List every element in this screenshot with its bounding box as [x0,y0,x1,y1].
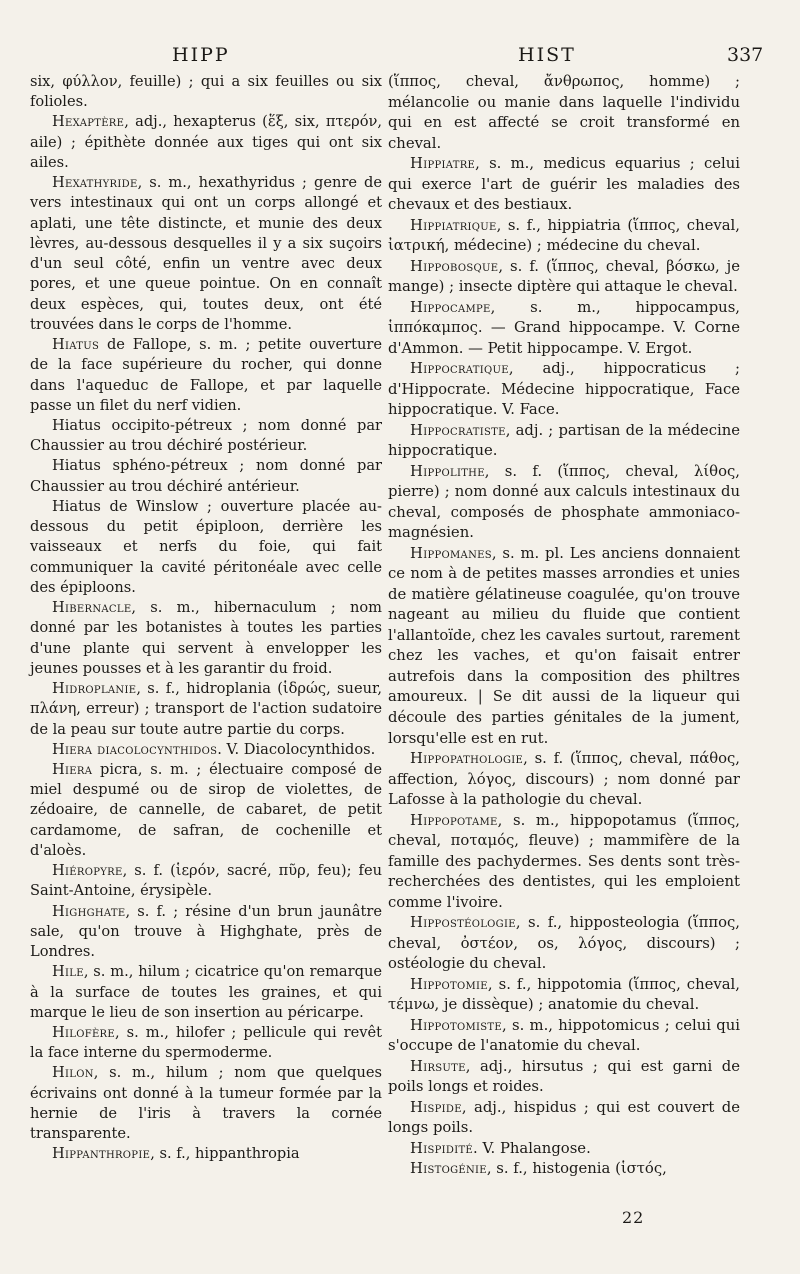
entry-headword: Hippotomie [410,975,488,993]
entry-text: , s. f., hippotomia (ἵππος, cheval, τέμνω, je dissèque) ; anatomie du cheval. [388,975,740,1014]
entry-headword: Hile [52,963,84,981]
entry-headword: Hippiatre [410,155,476,173]
dictionary-entry [30,112,382,173]
dictionary-entry [388,72,740,154]
dictionary-entry [30,740,382,760]
entry-headword: Hippopathologie [410,750,524,768]
dictionary-entry [388,462,740,544]
dictionary-entry [388,154,740,216]
dictionary-entry [30,173,382,335]
entry-headword: Hippanthropie [52,1145,151,1163]
entry-headword: Hippocratiste [410,421,506,439]
entry-headword: Hiatus [52,336,100,354]
dictionary-entry [388,975,740,1016]
entry-headword: Hiéropyre [52,862,123,880]
dictionary-entry [30,1144,382,1164]
running-head-right: HIST [518,44,576,66]
left-column [30,72,382,1165]
entry-text: , s. f., hippiatria (ἵππος, cheval, ἰατρική, médecine) ; médecine du cheval. [388,216,740,255]
dictionary-entry [388,257,740,298]
right-column [388,72,740,1180]
dictionary-entry [30,497,382,598]
dictionary-entry [388,749,740,811]
entry-text: , s. m., medicus equarius ; celui qui exerce l'art de guérir les maladies des chevaux et des bestiaux. [388,155,740,214]
dictionary-entry [388,913,740,975]
entry-text: Hiatus de Winslow ; ouverture placée au-dessous du petit épiploon, derrière les vaisseaux et nerfs du foie, qui fait communiquer la cavité péritonéale avec celle des épiploons. [30,497,382,596]
entry-text: , s. m., hippotomicus ; celui qui s'occupe de l'anatomie du cheval. [388,1016,740,1055]
entry-headword: Hippomanes [410,544,492,562]
entry-text: picra, s. m. ; électuaire composé de miel despumé ou de sirop de violettes, de zédoaire, de cannelle, de cabaret, de petit cardamome, de safran, de cochenille et d'aloès. [30,760,382,859]
entry-headword: Hippiatrique [410,216,497,234]
dictionary-entry [388,1057,740,1098]
entry-headword: Hexaptère [52,113,125,131]
dictionary-entry [30,861,382,901]
dictionary-entry [30,598,382,679]
entry-text: . V. Diacolocynthidos. [217,740,376,758]
entry-headword: Hippopotame [410,811,498,829]
entry-text: , s. f. ; résine d'un brun jaunâtre sale, qu'on trouve à Highghate, près de Londres. [30,902,382,961]
entry-text: , adj., hexapterus (ἕξ, six, πτερόν, aile) ; épithète donnée aux tiges qui ont six ailes. [30,113,382,171]
entry-text: , s. f. (ἱερόν, sacré, πῦρ, feu); feu Saint-Antoine, érysipèle. [30,862,382,900]
dictionary-entry [388,1159,740,1180]
dictionary-entry [30,456,382,496]
entry-text: , s. f., hippanthropia [150,1145,300,1163]
signature-mark: 22 [622,1208,645,1227]
entry-text: . V. Phalangose. [473,1139,591,1157]
entry-headword: Hiera [52,760,93,778]
entry-headword: Hexathyride [52,174,138,192]
entry-text: , s. m., hippocampus, ἱππόκαμπος. — Grand hippocampe. V. Corne d'Ammon. — Petit hippocampe. V. Ergot. [388,298,740,357]
entry-headword: Hispidité [410,1139,474,1157]
entry-text: Hiatus occipito-pétreux ; nom donné par Chaussier au trou déchiré postérieur. [30,416,382,455]
entry-headword: Hidroplanie [52,680,137,698]
entry-headword: Hippostéologie [410,914,516,932]
dictionary-entry [30,416,382,456]
entry-text: (ἵππος, cheval, ἄνθρωπος, homme) ; mélancolie ou manie dans laquelle l'individu qui en est affecté se croit transformé en cheval. [388,73,740,152]
entry-text: , s. f., histogenia (ἱστός, [486,1160,667,1178]
entry-headword: Hippotomiste [410,1016,502,1034]
dictionary-entry [30,335,382,416]
entry-text: de Fallope, s. m. ; petite ouverture de la face supérieure du rocher, qui donne dans l'aqueduc de Fallope, et par laquelle passe un filet du nerf vidien. [30,336,382,414]
dictionary-entry [388,359,740,421]
entry-headword: Hippobosque [410,257,499,275]
page-number: 337 [727,44,764,66]
dictionary-entry [30,760,382,861]
entry-headword: Hippolithe [410,462,485,480]
entry-text: Hiatus sphéno-pétreux ; nom donné par Chaussier au trou déchiré antérieur. [30,457,382,495]
dictionary-entry [388,298,740,360]
running-head-left: HIPP [172,44,230,66]
dictionary-entry [388,544,740,749]
dictionary-entry [388,811,740,914]
dictionary-entry [388,216,740,257]
dictionary-entry [388,421,740,462]
dictionary-entry [30,1023,382,1063]
entry-text: , s. f., hidroplania (ἱδρώς, sueur, πλάνη, erreur) ; transport de l'action sudatoire de la peau sur toute autre partie du corps. [30,680,382,738]
entry-text: , s. m., hilofer ; pellicule qui revêt la face interne du spermoderme. [30,1024,382,1062]
dictionary-entry [30,1063,382,1144]
running-head [0,44,800,74]
dictionary-entry [388,1139,740,1160]
entry-headword: Hirsute [410,1057,466,1075]
entry-headword: Histogénie [410,1160,487,1178]
dictionary-entry [388,1098,740,1139]
entry-text: , s. f. (ἵππος, cheval, λίθος, pierre) ; nom donné aux calculs intestinaux du cheval, composés de phosphate ammoniaco-magnésien. [388,462,740,542]
dictionary-entry [30,679,382,740]
dictionary-entry [30,902,382,963]
entry-text: , s. m., hilum ; nom que quelques écrivains ont donné à la tumeur formée par la hernie de l'iris à travers la cornée transparente. [30,1064,382,1143]
dictionary-entry [30,72,382,112]
entry-headword: Highghate [52,902,126,920]
entry-headword: Hibernacle [52,599,132,617]
entry-text: , s. f., hipposteologia (ἵππος, cheval, ὀστέον, os, λόγος, discours) ; ostéologie du cheval. [388,914,740,973]
entry-text: , adj., hispidus ; qui est couvert de longs poils. [388,1098,740,1137]
entry-text: , adj. ; partisan de la médecine hippocratique. [388,421,740,460]
entry-headword: Hilon [52,1064,94,1082]
entry-text: , s. f. (ἵππος, cheval, πάθος, affection, λόγος, discours) ; nom donné par Lafosse à la pathologie du cheval. [388,750,740,809]
entry-headword: Hispide [410,1098,462,1116]
entry-headword: Hilofère [52,1024,115,1042]
dictionary-entry [388,1016,740,1057]
entry-text: , s. m., hippopotamus (ἵππος, cheval, ποταμός, fleuve) ; mammifère de la famille des pachydermes. Ses dents sont très-recherchées des dentistes, qui les emploient comme l'ivoire. [388,811,740,911]
entry-text: , s. m., hibernaculum ; nom donné par les botanistes à toutes les parties d'une plante qui servent à envelopper les jeunes pousses et à les garantir du froid. [30,599,382,677]
dictionary-entry [30,962,382,1023]
entry-text: , adj., hippocraticus ; d'Hippocrate. Médecine hippocratique, Face hippocratique. V. Face. [388,360,740,419]
entry-text: six, φύλλον, feuille) ; qui a six feuilles ou six folioles. [30,73,382,111]
entry-headword: Hippocampe [410,298,491,316]
entry-text: , s. f. (ἵππος, cheval, βόσκω, je mange) ; insecte diptère qui attaque le cheval. [388,257,740,296]
entry-headword: Hiera diacolocynthidos [52,740,218,758]
entry-headword: Hippocratique [410,360,509,378]
entry-text: , s. m., hilum ; cicatrice qu'on remarque à la surface de toutes les graines, et qui marque le lieu de son insertion au péricarpe. [30,963,382,1021]
entry-text: , adj., hirsutus ; qui est garni de poils longs et roides. [388,1057,740,1096]
entry-text: , s. m., hexathyridus ; genre de vers intestinaux qui ont un corps allongé et aplati, une tête distincte, et munie des deux lèvres, au-dessous desquelles il y a six suçoirs d'un seul côté, enfin un ventre avec deux pores, et une queue pointue. On en connaît deux espèces, qui, toutes deux, ont été trouvées dans le corps de l'homme. [30,174,382,333]
entry-text: , s. m. pl. Les anciens donnaient ce nom à de petites masses arrondies et unies de matière gélatineuse coagulée, qu'on trouve nageant au milieu du fluide que contient l'allantoïde, chez les cavales surtout, rarement chez les vaches, et qu'on faisait entrer autrefois dans la composition des philtres amoureux. | Se dit aussi de la liqueur qui découle des parties génitales de la jument, lorsqu'elle est en rut. [388,544,740,747]
